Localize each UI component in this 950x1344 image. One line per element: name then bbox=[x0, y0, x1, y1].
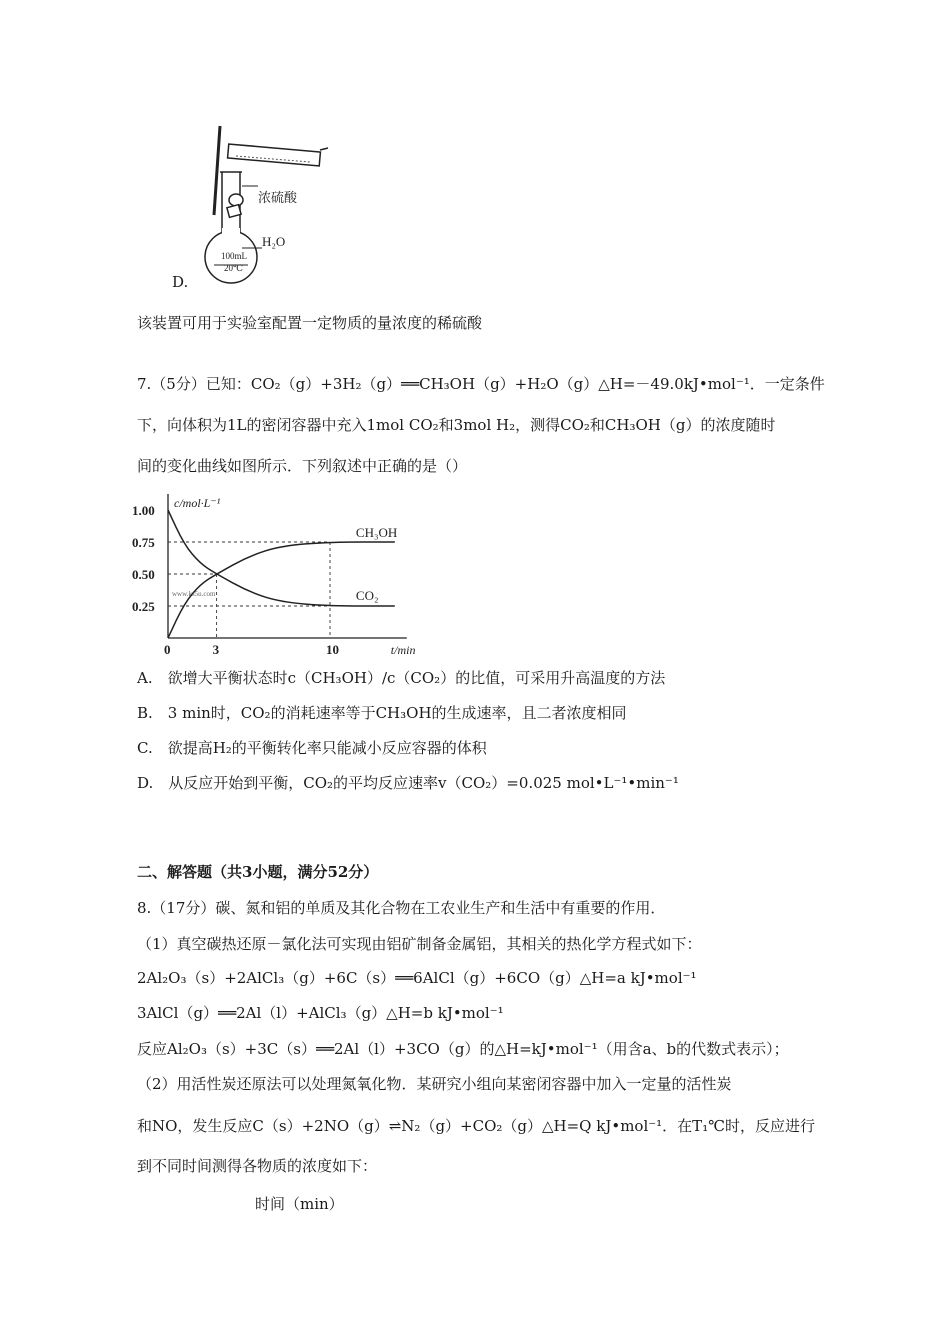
q8-equation-1: 2Al₂O₃（s）+2AlCl₃（g）+6C（s）══6AlCl（g）+6CO（g）△H=a kJ•mol⁻¹ bbox=[137, 969, 697, 987]
q7-option-b: B. 3 min时，CO₂的消耗速率等于CH₃OH的生成速率，且二者浓度相同 bbox=[137, 704, 627, 722]
x-tick-label: 3 bbox=[212, 642, 220, 657]
q8-equation-3: 反应Al₂O₃（s）+3C（s）══2Al（l）+3CO（g）的△H=kJ•mol⁻¹（用含a、b的代数式表示）； bbox=[137, 1040, 789, 1058]
volumetric-flask-apparatus bbox=[200, 120, 350, 280]
y-tick-label: 0.50 bbox=[132, 567, 155, 582]
q7-stem-line3: 间的变化曲线如图所示．下列叙述中正确的是（） bbox=[137, 457, 468, 475]
q8-stem: 8.（17分）碳、氮和铝的单质及其化合物在工农业生产和生活中有重要的作用． bbox=[137, 899, 666, 917]
q7-option-c: C. 欲提高H₂的平衡转化率只能减小反应容器的体积 bbox=[137, 739, 487, 757]
flask-volume-label: 100mL bbox=[221, 251, 247, 261]
graduated-cylinder bbox=[228, 144, 328, 166]
series-label-co2: CO₂ bbox=[355, 588, 379, 603]
q8-part2-line1: （2）用活性炭还原法可以处理氮氧化物．某研究小组向某密闭容器中加入一定量的活性炭 bbox=[137, 1075, 732, 1093]
option-d-label: D. bbox=[172, 273, 189, 291]
option-d-text: 该装置可用于实验室配置一定物质的量浓度的稀硫酸 bbox=[137, 314, 483, 332]
q7-stem-line2: 下，向体积为1L的密闭容器中充入1mol CO₂和3mol H₂，测得CO₂和CH₃OH（g）的浓度随时 bbox=[137, 416, 776, 434]
y-tick-label: 0.25 bbox=[132, 599, 155, 614]
flask-temp-label: 20℃ bbox=[224, 263, 244, 273]
q8-table-header-time: 时间（min） bbox=[255, 1195, 344, 1213]
concentration-time-chart bbox=[130, 490, 416, 660]
q7-option-a: A. 欲增大平衡状态时c（CH₃OH）/c（CO₂）的比值，可采用升高温度的方法 bbox=[137, 669, 666, 687]
glass-rod bbox=[214, 126, 220, 215]
y-axis-label: c/mol·L⁻¹ bbox=[174, 496, 221, 510]
y-tick-label: 0.75 bbox=[132, 535, 155, 550]
y-tick-label: 1.00 bbox=[132, 503, 155, 518]
q7-stem-line1: 7.（5分）已知：CO₂（g）+3H₂（g）══CH₃OH（g）+H₂O（g）△H=－49.0kJ•mol⁻¹．一定条件 bbox=[137, 375, 825, 393]
x-tick-label: 10 bbox=[326, 642, 339, 657]
q8-part2-line2: 和NO，发生反应C（s）+2NO（g）⇌N₂（g）+CO₂（g）△H=Q kJ•mol⁻¹．在T₁℃时，反应进行 bbox=[137, 1117, 815, 1135]
section2-heading: 二、解答题（共3小题，满分52分） bbox=[137, 863, 379, 881]
q8-part2-line3: 到不同时间测得各物质的浓度如下： bbox=[137, 1157, 378, 1175]
q8-part1: （1）真空碳热还原－氯化法可实现由铝矿制备金属铝，其相关的热化学方程式如下： bbox=[137, 935, 702, 953]
watermark-text: www.ks5u.com bbox=[172, 589, 216, 598]
water-label: H₂O bbox=[262, 234, 286, 249]
x-axis-label: t/min bbox=[390, 643, 416, 657]
q7-option-d: D. 从反应开始到平衡，CO₂的平均反应速率v（CO₂）=0.025 mol•L⁻¹•min⁻¹ bbox=[137, 774, 679, 792]
series-label-ch3oh: CH₃OH bbox=[355, 525, 398, 540]
q8-equation-2: 3AlCl（g）══2Al（l）+AlCl₃（g）△H=b kJ•mol⁻¹ bbox=[137, 1004, 504, 1022]
x-tick-label: 0 bbox=[164, 642, 171, 657]
acid-label: 浓硫酸 bbox=[258, 190, 298, 205]
